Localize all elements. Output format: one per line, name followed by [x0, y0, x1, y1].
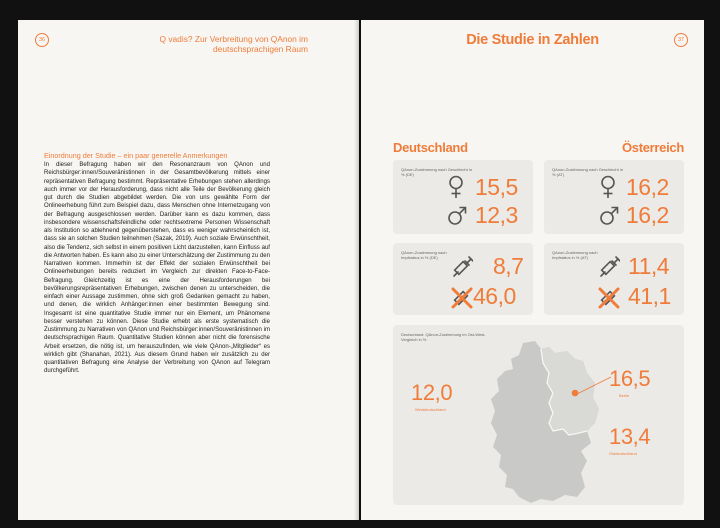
value-berlin: 16,5 [609, 366, 651, 391]
label-east: Ostdeutschland [609, 451, 637, 456]
value-vaccinated: 8,7 [493, 253, 524, 279]
page-title: Die Studie in Zahlen [466, 32, 599, 48]
page-number: 36 [35, 33, 49, 47]
card-gender-at [544, 160, 684, 234]
left-page [18, 20, 359, 520]
card-label: QAnon-Zustimmung nach Geschlecht in % (AT) [552, 167, 623, 177]
card-gender-de [393, 160, 533, 234]
value-vaccinated: 11,4 [628, 253, 670, 279]
female-sign-icon [599, 175, 617, 199]
male-sign-icon [599, 204, 619, 226]
crossed-syringe-icon [451, 285, 473, 309]
section-heading: Einordnung der Studie – ein paar generelle Anmerkungen [44, 151, 228, 160]
card-vaccination-at [544, 243, 684, 315]
value-female: 15,5 [475, 174, 518, 200]
card-label: QAnon-Zustimmung nach Geschlecht in % (DE) [401, 167, 472, 177]
country-heading-austria: Österreich [621, 140, 684, 155]
right-page [361, 20, 704, 520]
body-text: In dieser Befragung haben wir den Resonanzraum von QAnon und Reichsbürger:innen/Souveränistinnen in der Gesamtbevölkerung mittels einer repräsentativen Befragung bestimmt. Repräsentative Erhebungen stehen allerdings auch immer vor der Herausforderung, dass nicht alle Teile der Bevölkerung gleich gut durch die Studien abgebildet werden. Die von uns gewählte Form der Onlineerhebung führt zum Beispiel dazu, dass Menschen ohne Internetzugang von der Befragung ausgeschlossen werden. Darüber kann es dazu kommen, dass insbesondere wissenschaftsfeindliche oder rechtsextreme Personen Wissenschaft als Institution so ablehnend gegenüberstehen, dass es weniger wahrscheinlich ist, dass sie an solchen Studien teilnehmen (Sazak, 2019). Auch soziale Erwünschtheit, also die Tendenz, sich selbst in einem positiven Licht darzustellen, kann Einfluss auf die Antworten haben. Es kann also zu einer Unterschätzung der Zustimmung zu den Narrativen kommen. Immerhin ist der Effekt der sozialen Erwünschtheit bei Onlineerhebungen bereits reduziert im Vergleich zur direkten Face-to-Face-Befragung. Gleichzeitig ist es eine der Herausforderungen bei bevölkerungsrepräsentativen Erhebungen, zwischen denen zu unterscheiden, die einfach einer Aussage zustimmen, ohne sich groß Gedanken gemacht zu haben, und denen, die wirklich Anhänger:innen einer bestimmten Bewegung sind. Insgesamt ist eine quantitative Studie immer nur ein Element, um Phänomene besser verstehen zu können. Diese Studie erhebt als erste systematisch die Zustimmung zu Narrativen von QAnon und Reichsbürger:innen/Souveränistinnen im deutschsprachigen Raum. Quantitative Studien können aber nicht die forensische Arbeit ersetzen, die nötig ist, um herauszufinden, wie viele QAnon-„Mitglieder“ es wirklich gibt (Shanahan, 2021). Aus diesem Grund haben wir zusätzlich zu der quantitativen Befragung eine Analyse der Verbreitung von QAnon auf Telegram durchgeführt. [44, 162, 270, 375]
card-label: QAnon-Zustimmung nach Impfstatus in % (AT) [552, 250, 598, 260]
germany-map [483, 339, 613, 505]
running-head: Q vadis? Zur Verbreitung von QAnon im deutschsprachigen Raum [159, 34, 308, 54]
female-sign-icon [447, 175, 465, 199]
male-sign-icon [447, 204, 467, 226]
card-label: QAnon-Zustimmung nach Impfstatus in % (DE) [401, 250, 447, 260]
value-male: 16,2 [626, 202, 669, 228]
label-berlin: Berlin [619, 393, 630, 398]
card-label: Deutschland: QAnon-Zustimmung im Ost-West-Vergleich in % [401, 332, 486, 342]
value-male: 12,3 [475, 202, 518, 228]
syringe-icon [451, 255, 473, 279]
country-heading-germany: Deutschland [393, 140, 468, 155]
value-unvaccinated: 46,0 [473, 283, 516, 309]
value-female: 16,2 [626, 174, 669, 200]
value-east: 13,4 [609, 424, 651, 449]
label-west: Westdeutschland [415, 407, 446, 412]
card-vaccination-de [393, 243, 533, 315]
value-west: 12,0 [411, 380, 453, 405]
value-unvaccinated: 41,1 [628, 283, 671, 309]
crossed-syringe-icon [598, 285, 620, 309]
berlin-leader-line [577, 375, 613, 395]
page-number: 37 [674, 33, 688, 47]
syringe-icon [598, 255, 620, 279]
card-map-east-west [393, 325, 684, 505]
